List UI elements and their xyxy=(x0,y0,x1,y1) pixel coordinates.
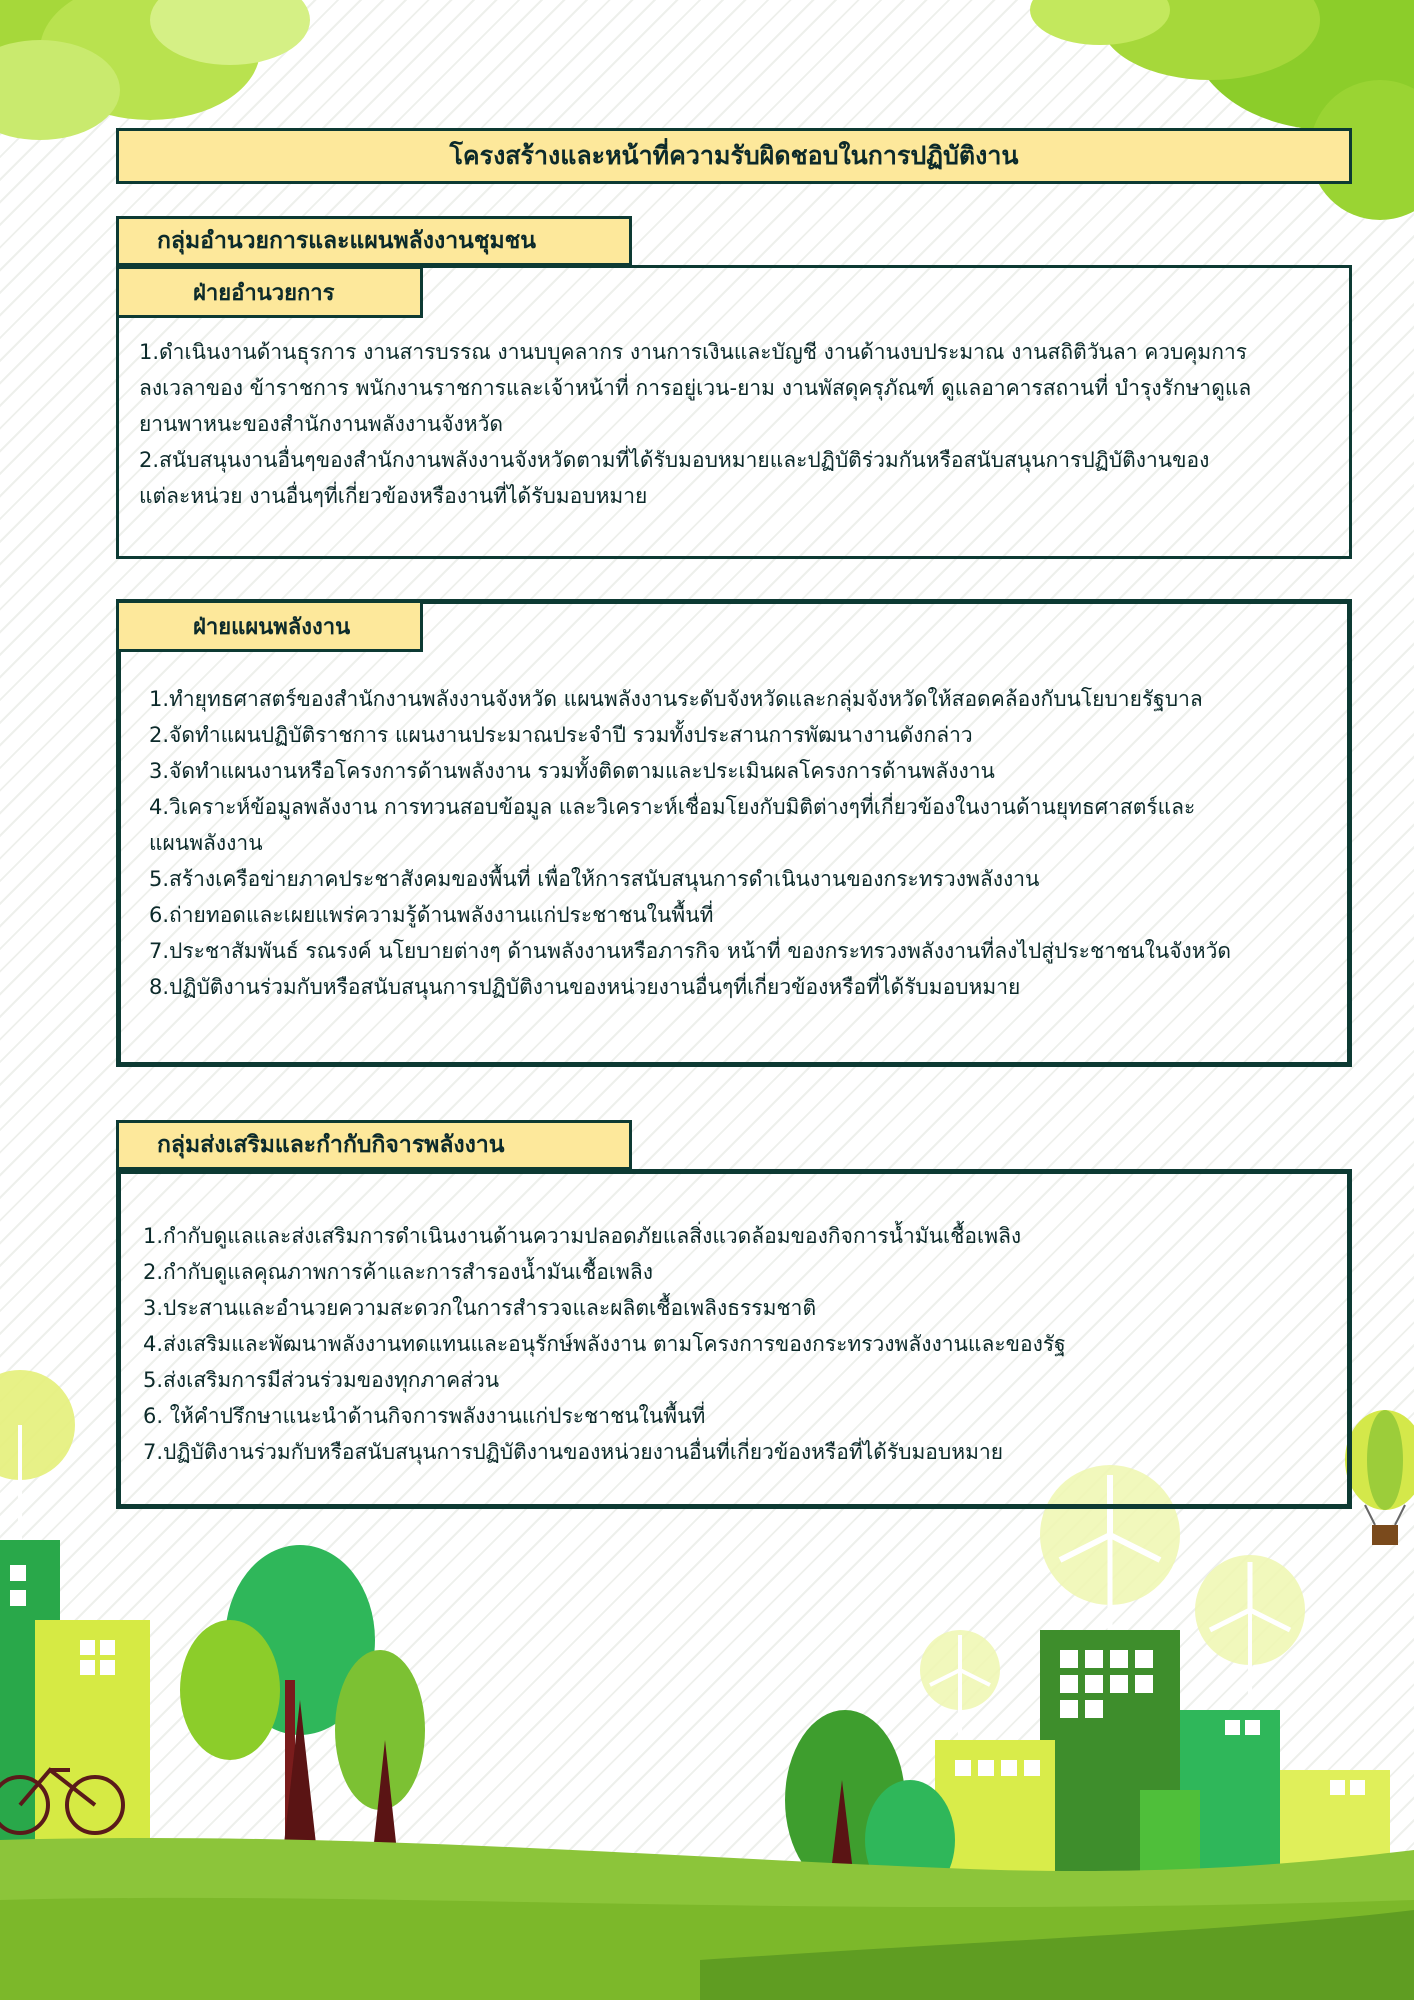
list-item: 5.สร้างเครือข่ายภาคประชาสังคมของพื้นที่ เพื่อให้การสนับสนุนการดำเนินงานของกระทรวงพลังงาน xyxy=(149,867,1040,891)
list-item: 7.ประชาสัมพันธ์ รณรงค์ นโยบายต่างๆ ด้านพลังงานหรือภารกิจ หน้าที่ ของกระทรวงพลังงานที่ลงไปสู่ประชาชนในจังหวัด xyxy=(149,939,1232,963)
section-label-energy-planning: ฝ่ายแผนพลังงาน xyxy=(116,600,423,652)
list-item: 7.ปฏิบัติงานร่วมกับหรือสนับสนุนการปฏิบัติงานของหน่วยงานอื่นที่เกี่ยวข้องหรือที่ได้รับมอบหมาย xyxy=(143,1440,1004,1464)
list-item: 1.ทำยุทธศาสตร์ของสำนักงานพลังงานจังหวัด แผนพลังงานระดับจังหวัดและกลุ่มจังหวัดให้สอดคล้องกับนโยบายรัฐบาล xyxy=(149,687,1203,711)
list-item: 8.ปฏิบัติงานร่วมกับหรือสนับสนุนการปฏิบัติงานของหน่วยงานอื่นๆที่เกี่ยวข้องหรือที่ได้รับมอบหมาย xyxy=(149,975,1021,999)
list-item: แผนพลังงาน xyxy=(149,831,263,855)
list-item: ยานพาหนะของสำนักงานพลังงานจังหวัด xyxy=(139,412,504,436)
list-item: 6.ถ่ายทอดและเผยแพร่ความรู้ด้านพลังงานแก่ประชาชนในพื้นที่ xyxy=(149,903,714,927)
group-label-administration-planning: กลุ่มอำนวยการและแผนพลังงานชุมชน xyxy=(116,216,632,266)
list-item: 1.กำกับดูแลและส่งเสริมการดำเนินงานด้านความปลอดภัยแลสิ่งแวดล้อมของกิจการน้ำมันเชื้อเพลิง xyxy=(143,1224,1022,1248)
list-item: 2.กำกับดูแลคุณภาพการค้าและการสำรองน้ำมันเชื้อเพลิง xyxy=(143,1260,654,1284)
page-title: โครงสร้างและหน้าที่ความรับผิดชอบในการปฏิบัติงาน xyxy=(116,128,1352,184)
list-item: 2.จัดทำแผนปฏิบัติราชการ แผนงานประมาณประจำปี รวมทั้งประสานการพัฒนางานดังกล่าว xyxy=(149,723,973,747)
list-item: 1.ดำเนินงานด้านธุรการ งานสารบรรณ งานบบุคลากร งานการเงินและบัญชี งานด้านงบประมาณ งานสถิติวันลา ควบคุมการ xyxy=(139,340,1248,364)
list-item: 3.ประสานและอำนวยความสะดวกในการสำรวจและผลิตเชื้อเพลิงธรรมชาติ xyxy=(143,1296,817,1320)
group-label-promotion-regulation: กลุ่มส่งเสริมและกำกับกิจารพลังงาน xyxy=(116,1120,632,1170)
list-item: แต่ละหน่วย งานอื่นๆที่เกี่ยวข้องหรืองานที่ได้รับมอบหมาย xyxy=(139,484,648,508)
list-item: 2.สนับสนุนงานอื่นๆของสำนักงานพลังงานจังหวัดตามที่ได้รับมอบหมายและปฏิบัติร่วมกันหรือสนับสนุนการปฏิบัติงานของ xyxy=(139,448,1210,472)
section-panel-promotion-regulation xyxy=(116,1169,1352,1509)
section-panel-energy-planning xyxy=(116,599,1352,1067)
list-item: 4.วิเคราะห์ข้อมูลพลังงาน การทวนสอบข้อมูล และวิเคราะห์เชื่อมโยงกับมิติต่างๆที่เกี่ยวข้องในงานด้านยุทธศาสตร์และ xyxy=(149,795,1196,819)
list-item: 5.ส่งเสริมการมีส่วนร่วมของทุกภาคส่วน xyxy=(143,1368,500,1392)
list-item: ลงเวลาของ ข้าราชการ พนักงานราชการและเจ้าหน้าที่ การอยู่เวน-ยาม งานพัสดุครุภัณฑ์ ดูแลอาคารสถานที่ บำรุงรักษาดูแล xyxy=(139,376,1252,400)
section-label-administration: ฝ่ายอำนวยการ xyxy=(116,266,423,318)
list-item: 4.ส่งเสริมและพัฒนาพลังงานทดแทนและอนุรักษ์พลังงาน ตามโครงการของกระทรวงพลังงานและของรัฐ xyxy=(143,1332,1066,1356)
section-administration-list xyxy=(139,334,1251,514)
list-item: 6. ให้คำปรึกษาแนะนำด้านกิจการพลังงานแก่ประชาชนในพื้นที่ xyxy=(143,1404,706,1428)
section-energy-planning-list xyxy=(149,681,1231,1005)
list-item: 3.จัดทำแผนงานหรือโครงการด้านพลังงาน รวมทั้งติดตามและประเมินผลโครงการด้านพลังงาน xyxy=(149,759,995,783)
section-promotion-regulation-list xyxy=(143,1218,1066,1470)
